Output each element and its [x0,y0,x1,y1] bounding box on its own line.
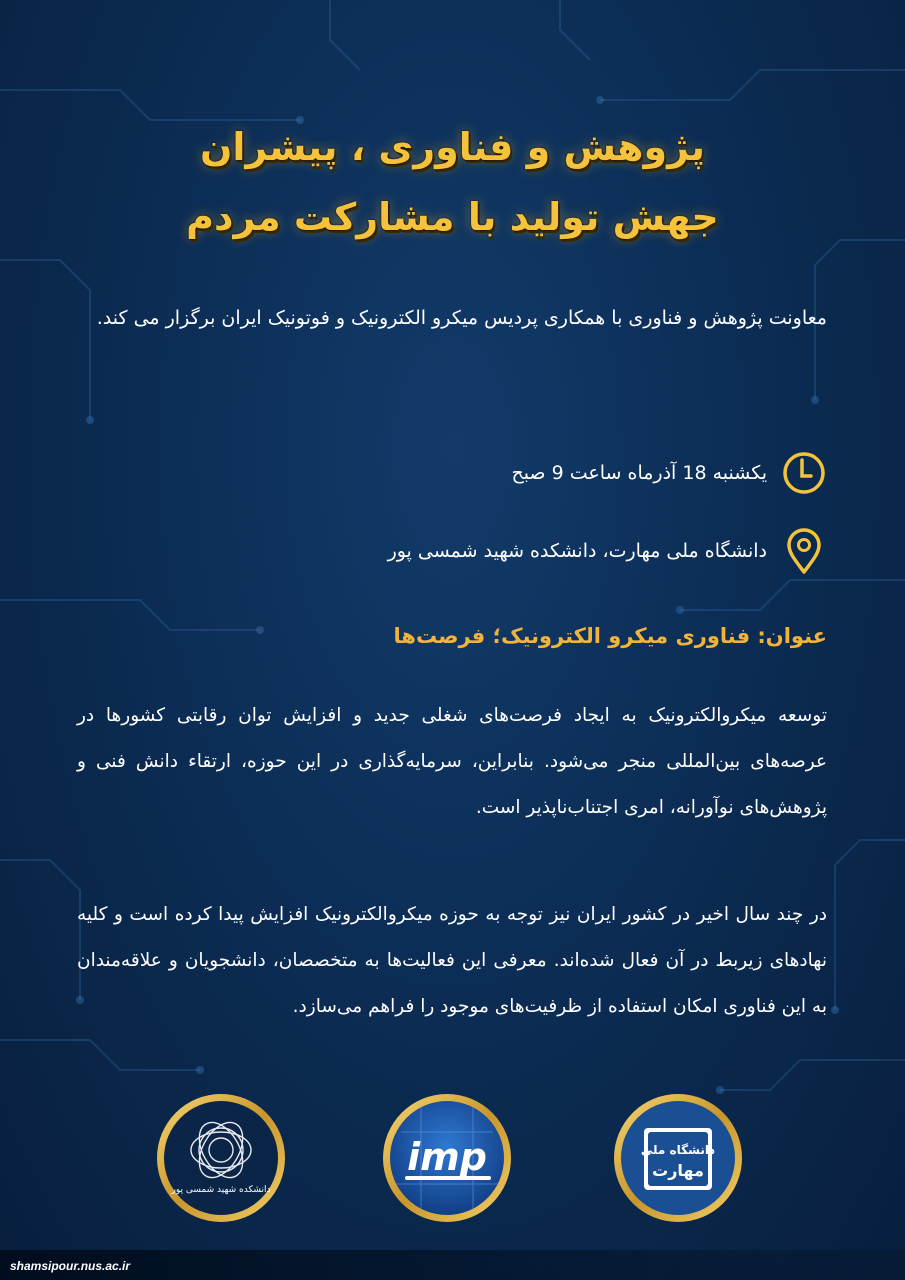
shamsipour-logo-text: دانشکده شهید شمسی پور [171,1185,271,1195]
headline-line-1: پژوهش و فناوری ، پیشران [199,125,706,169]
footer-url[interactable]: shamsipour.nus.ac.ir [10,1259,131,1273]
topic-title: عنوان: فناوری میکرو الکترونیک؛ فرصت‌ها [393,624,827,648]
event-place-text: دانشگاه ملی مهارت، دانشکده شهید شمسی پور [387,540,767,562]
skills-university-logo [612,1092,744,1224]
clock-icon [781,448,827,498]
headline-line-2: جهش تولید با مشارکت مردم [186,195,719,239]
event-time-row [227,448,827,498]
shamsipour-college-logo [155,1092,287,1224]
footer-bar [0,1250,905,1280]
imp-logo [381,1092,513,1224]
intro-text: معاونت پژوهش و فناوری با همکاری پردیس میکرو الکترونیک و فوتونیک ایران برگزار می کند. [96,307,827,329]
paragraph-1: توسعه میکروالکترونیک به ایجاد فرصت‌های شغلی جدید و افزایش توان رقابتی کشورها در عرصه‌های بین‌المللی منجر می‌شود. بنابراین، سرمایه‌گذاری در این حوزه، ارتقاء دانش فنی و پژوهش‌های نوآورانه، امری اجتناب‌ناپذیر است. [77,705,827,818]
paragraph-2: در چند سال اخیر در کشور ایران نیز توجه به حوزه میکروالکترونیک افزایش پیدا کرده است و کلیه نهادهای زیربط در آن فعال شده‌اند. معرفی این فعالیت‌ها به متخصصان، دانشجویان و علاقه‌مندان به این فناوری امکان استفاده از ظرفیت‌های موجود را فراهم می‌سازد. [77,904,827,1017]
imp-logo-text: imp [407,1135,487,1179]
event-place-row [227,526,827,576]
event-time-text: یکشنبه 18 آذرماه ساعت 9 صبح [511,462,767,484]
location-pin-icon [781,526,827,576]
skills-logo-line-2: مهارت [652,1161,704,1180]
headline [0,112,905,252]
skills-logo-line-1: دانشگاه ملی [640,1143,716,1157]
